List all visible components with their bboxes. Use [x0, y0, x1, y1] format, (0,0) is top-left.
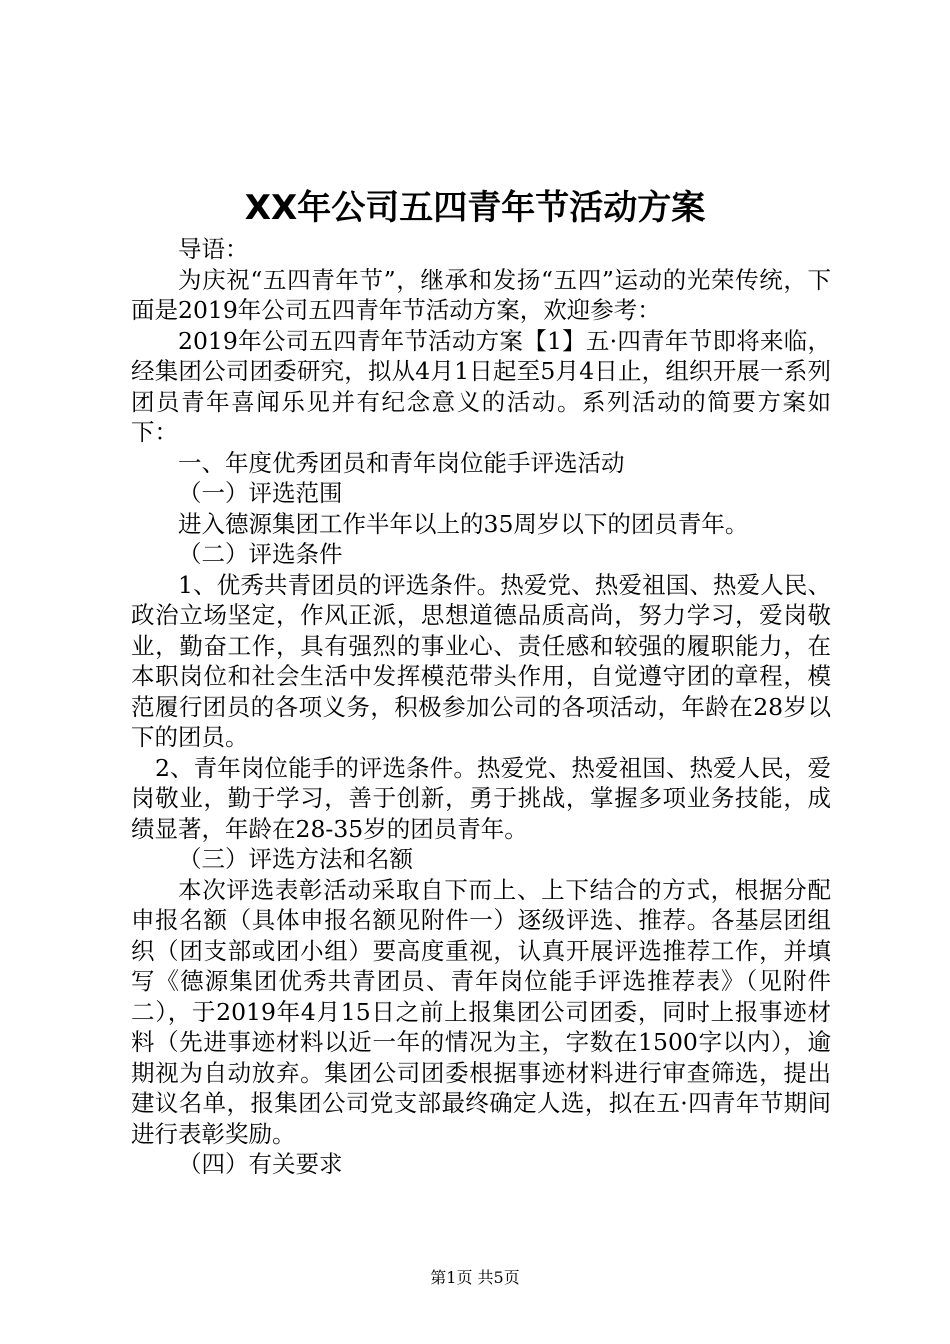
subsection-heading-conditions: （二）评选条件 [178, 540, 343, 568]
subsection-heading-scope: （一）评选范围 [178, 479, 343, 507]
plan-paragraph: 2019年公司五四青年节活动方案【1】五·四青年节即将来临，经集团公司团委研究，拟从4月1日起至5月4日止，组织开展一系列团员青年喜闻乐见并有纪念意义的活动。系列活动的简要方案如下： [131, 326, 831, 446]
intro-label: 导语： [178, 235, 249, 263]
subsection-heading-requirements: （四）有关要求 [178, 1150, 343, 1178]
document-body [131, 234, 831, 1180]
document-title: XX年公司五四青年节活动方案 [244, 188, 706, 228]
intro-paragraph: 为庆祝“五四青年节”，继承和发扬“五四”运动的光荣传统，下面是2019年公司五四青年节活动方案，欢迎参考： [131, 265, 831, 324]
condition-paragraph-1: 1、优秀共青团员的评选条件。热爱党、热爱祖国、热爱人民、政治立场坚定，作风正派，思想道德品质高尚，努力学习，爱岗敬业，勤奋工作，具有强烈的事业心、责任感和较强的履职能力，在本职岗位和社会生活中发挥模范带头作用，自觉遵守团的章程，模范履行团员的各项义务，积极参加公司的各项活动，年龄在28岁以下的团员。 [131, 570, 831, 751]
page-footer: 第1页 共5页 [430, 1268, 520, 1287]
method-paragraph: 本次评选表彰活动采取自下而上、上下结合的方式，根据分配申报名额（具体申报名额见附件一）逐级评选、推荐。各基层团组织（团支部或团小组）要高度重视，认真开展评选推荐工作，并填写《德源集团优秀共青团员、青年岗位能手评选推荐表》（见附件二），于2019年4月15日之前上报集团公司团委，同时上报事迹材料（先进事迹材料以近一年的情况为主，字数在1500字以内），逾期视为自动放弃。集团公司团委根据事迹材料进行审查筛选，提出建议名单，报集团公司党支部最终确定人选，拟在五·四青年节期间进行表彰奖励。 [131, 875, 831, 1148]
condition-paragraph-2: 2、青年岗位能手的评选条件。热爱党、热爱祖国、热爱人民，爱岗敬业，勤于学习，善于创新，勇于挑战，掌握多项业务技能，成绩显著，年龄在28-35岁的团员青年。 [131, 753, 831, 843]
section-heading-1: 一、年度优秀团员和青年岗位能手评选活动 [178, 448, 625, 477]
scope-paragraph: 进入德源集团工作半年以上的35周岁以下的团员青年。 [178, 509, 749, 538]
subsection-heading-method: （三）评选方法和名额 [178, 845, 413, 873]
